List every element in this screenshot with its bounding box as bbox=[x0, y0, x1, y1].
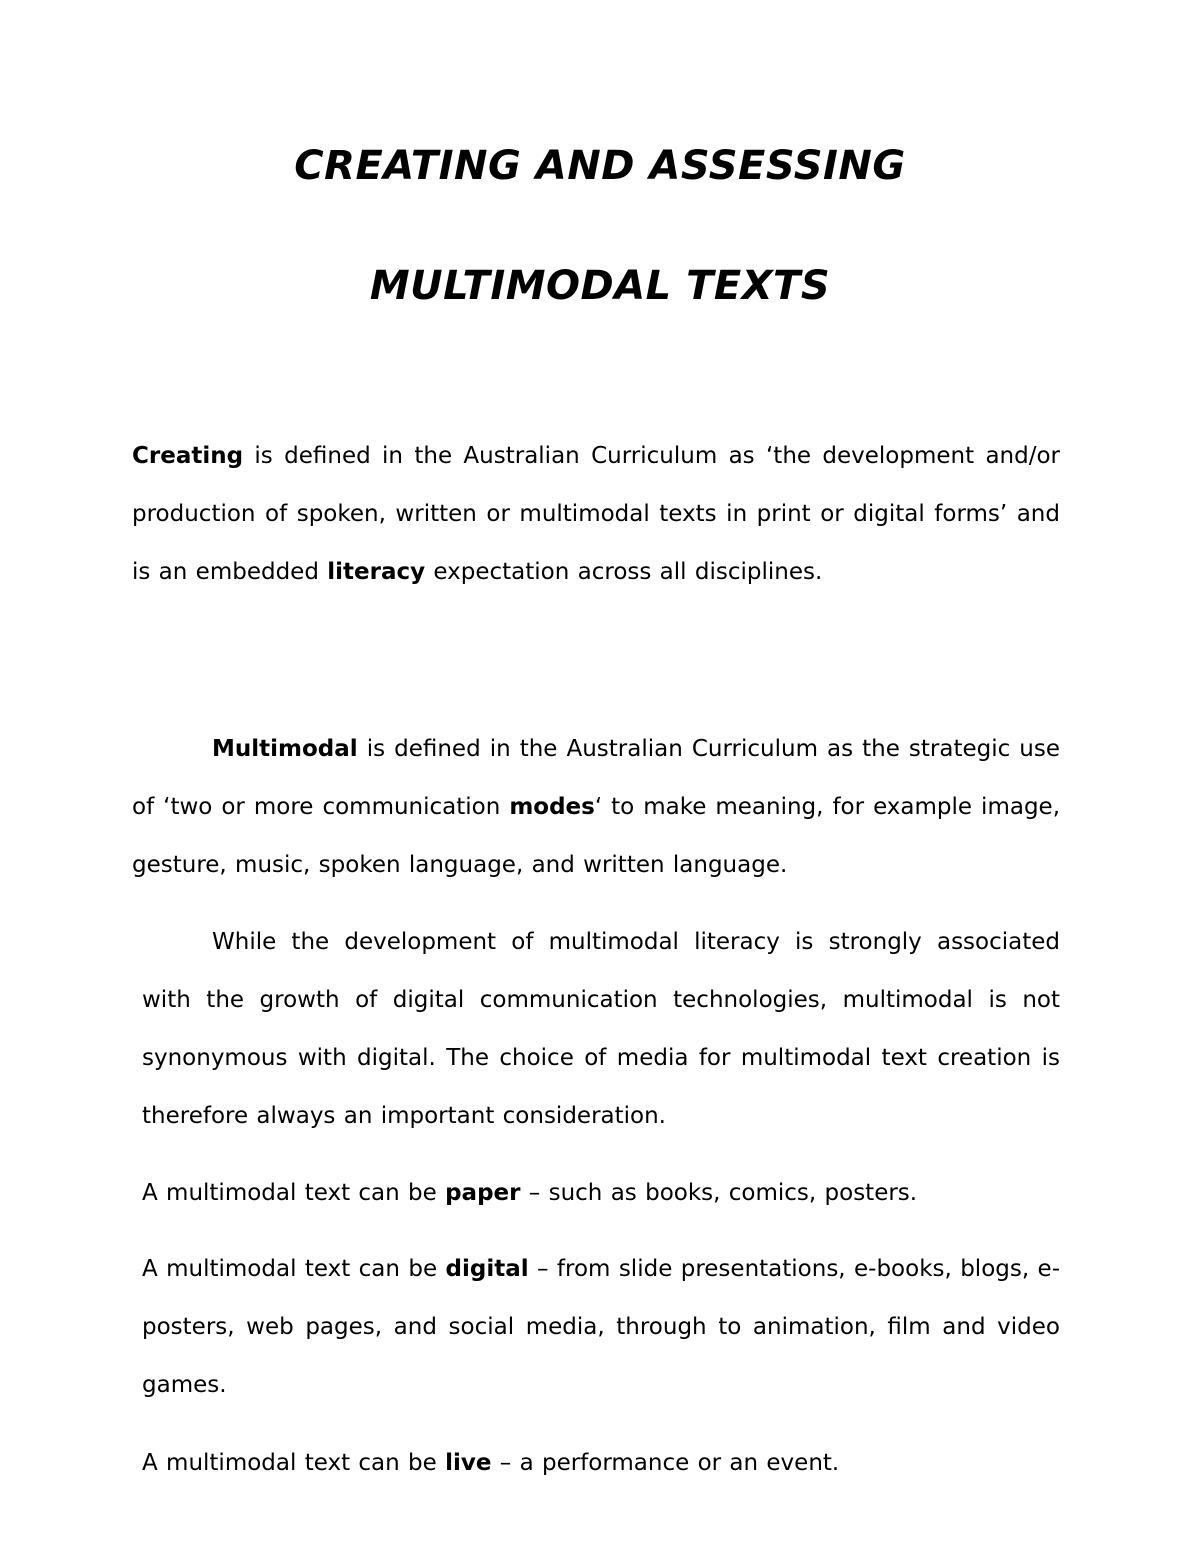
term-digital: digital bbox=[445, 1256, 529, 1282]
paragraph-digital-texts bbox=[142, 1240, 1060, 1414]
paragraph-text: – a performance or an event. bbox=[491, 1450, 840, 1476]
paragraph-paper-texts bbox=[142, 1164, 1060, 1222]
paragraph-text: expectation across all disciplines. bbox=[425, 559, 823, 585]
term-literacy: literacy bbox=[327, 559, 426, 585]
paragraph-text: is defined in the Australian Curriculum as ‘the development and/or production of spoken, written or multimodal texts in print or digital forms’ and is an embedded bbox=[132, 443, 1060, 585]
paragraph-text: A multimodal text can be bbox=[142, 1450, 446, 1476]
term-paper: paper bbox=[445, 1180, 521, 1206]
term-live: live bbox=[445, 1450, 492, 1476]
paragraph-text: is defined in the Australian Curriculum as the strategic use of ‘two or more communication bbox=[132, 736, 1060, 820]
paragraph-text: A multimodal text can be bbox=[142, 1180, 446, 1206]
paragraph-text: ‘ to make meaning, for example image, gesture, music, spoken language, and written language. bbox=[132, 794, 1061, 878]
document-title-line-2: MULTIMODAL TEXTS bbox=[369, 263, 831, 309]
paragraph-live-texts bbox=[142, 1434, 1060, 1492]
term-multimodal: Multimodal bbox=[212, 736, 358, 762]
term-creating: Creating bbox=[132, 443, 244, 469]
paragraph-text: – such as books, comics, posters. bbox=[520, 1180, 918, 1206]
term-modes: modes bbox=[509, 794, 595, 820]
paragraph-creating-definition bbox=[132, 427, 1060, 601]
paragraph-multimodal-definition bbox=[132, 720, 1060, 894]
paragraph-digital-communication: While the development of multimodal literacy is strongly associated with the growth of digital communication technologies, multimodal is not synonymous with digital. The choice of media for multimodal text creation is therefore always an important consideration. bbox=[142, 929, 1060, 1129]
paragraph-text: A multimodal text can be bbox=[142, 1256, 446, 1282]
paragraph-text: – from slide presentations, e-books, blogs, e-posters, web pages, and social media, through to animation, film and video games. bbox=[142, 1256, 1060, 1398]
document-title-line-1: CREATING AND ASSESSING bbox=[294, 143, 906, 189]
